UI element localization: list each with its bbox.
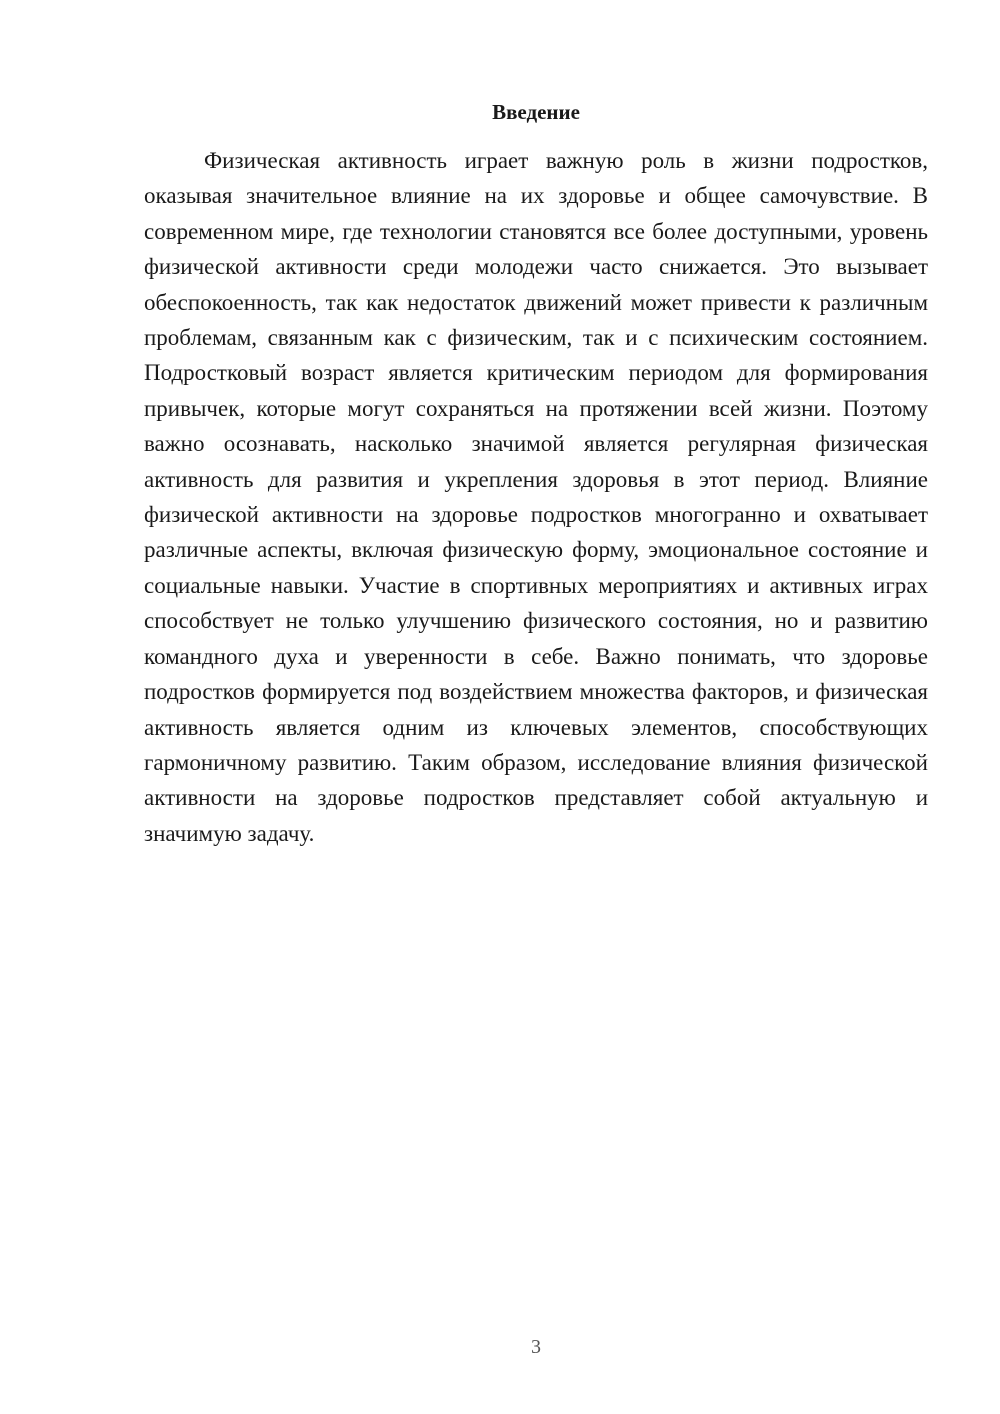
page-number: 3	[531, 1336, 541, 1358]
section-heading: Введение	[492, 100, 580, 124]
body-paragraph: Физическая активность играет важную роль в жизни подростков, оказывая значительное влияние на их здоровье и общее самочувствие. В современном мире, где технологии становятся все более доступными, уровень физической активности среди молодежи часто снижается. Это вызывает обеспокоенность, так как недостаток движений может привести к различным проблемам, связанным как с физическим, так и с психическим состоянием. Подростковый возраст является критическим периодом для формирования привычек, которые могут сохраняться на протяжении всей жизни. Поэтому важно осознавать, насколько значимой является регулярная физическая активность для развития и укрепления здоровья в этот период. Влияние физической активности на здоровье подростков многогранно и охватывает различные аспекты, включая физическую форму, эмоциональное состояние и социальные навыки. Участие в спортивных мероприятиях и активных играх способствует не только улучшению физического состояния, но и развитию командного духа и уверенности в себе. Важно понимать, что здоровье подростков формируется под воздействием множества факторов, и физическая активность является одним из ключевых элементов, способствующих гармоничному развитию. Таким образом, исследование влияния физической активности на здоровье подростков представляет собой актуальную и значимую задачу.	[144, 148, 928, 846]
